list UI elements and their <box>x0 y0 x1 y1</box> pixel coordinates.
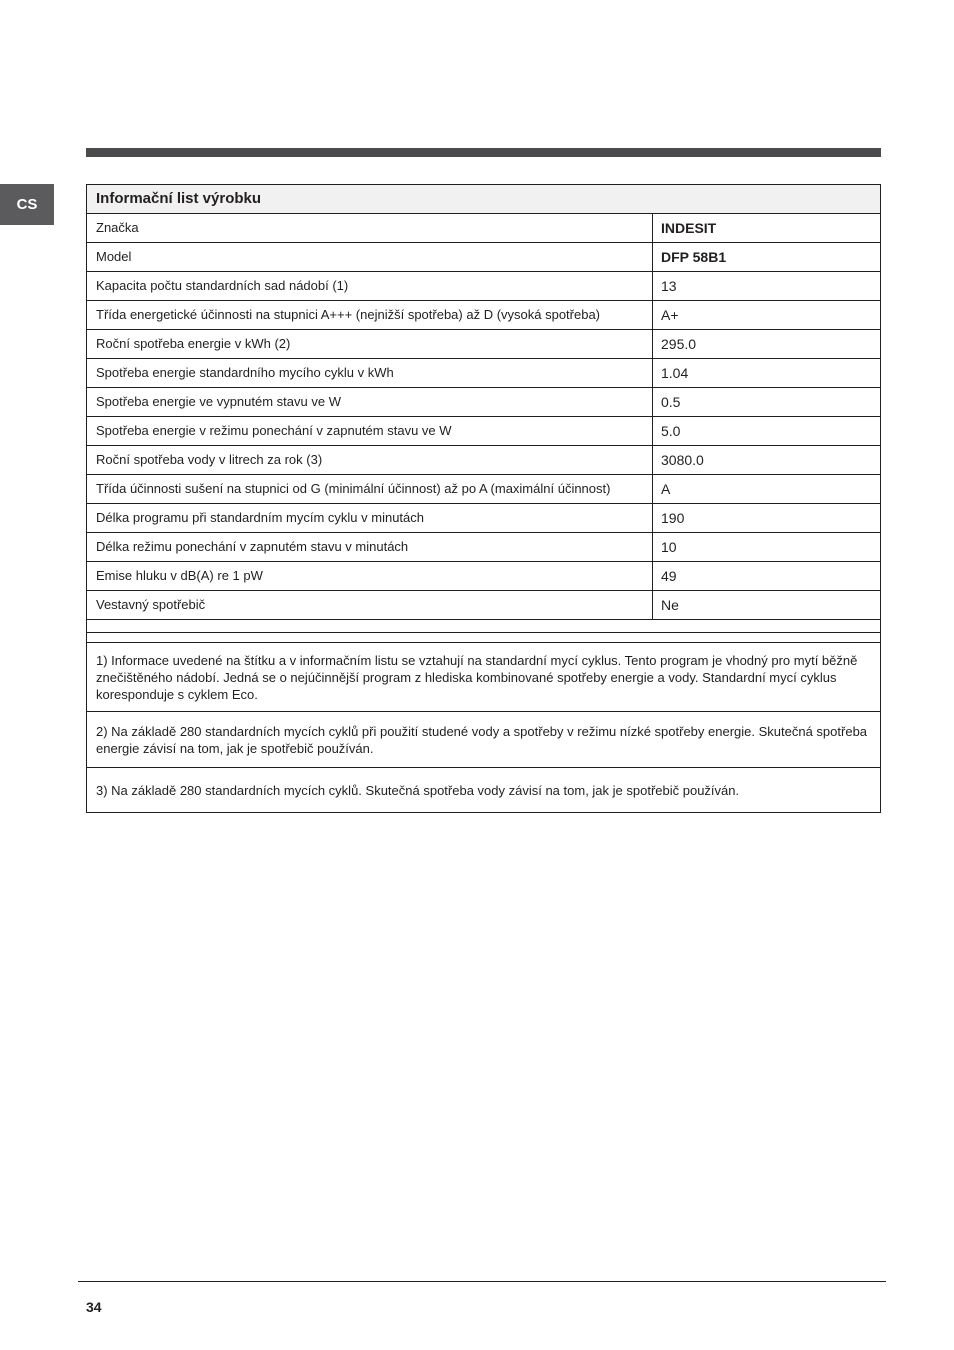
footnote-2 <box>86 712 881 768</box>
table-row <box>86 504 881 533</box>
row-label: Třída energetické účinnosti na stupnici A+++ (nejnižší spotřeba) až D (vysoká spotřeba) <box>87 301 653 329</box>
footnote-text: 3) Na základě 280 standardních mycích cyklů. Skutečná spotřeba vody závisí na tom, jak je spotřebič používán. <box>96 782 740 798</box>
table-row <box>86 301 881 330</box>
table-row <box>86 591 881 620</box>
row-label: Model <box>87 243 653 271</box>
row-value: 10 <box>661 539 677 555</box>
table-row-brand <box>86 214 881 243</box>
page-number: 34 <box>86 1299 102 1315</box>
footer-rule <box>78 1281 886 1282</box>
row-label: Spotřeba energie ve vypnutém stavu ve W <box>87 388 653 416</box>
row-label: Délka programu při standardním mycím cyklu v minutách <box>87 504 653 532</box>
row-value: A+ <box>661 307 679 323</box>
row-label: Roční spotřeba vody v litrech za rok (3) <box>87 446 653 474</box>
table-row <box>86 475 881 504</box>
table-row <box>86 562 881 591</box>
row-value: DFP 58B1 <box>661 249 727 265</box>
row-value: 190 <box>661 510 685 526</box>
row-label: Délka režimu ponechání v zapnutém stavu v minutách <box>87 533 653 561</box>
row-value: 3080.0 <box>661 452 704 468</box>
row-label: Emise hluku v dB(A) re 1 pW <box>87 562 653 590</box>
row-value: 13 <box>661 278 677 294</box>
empty-row <box>86 633 881 643</box>
row-value: 1.04 <box>661 365 689 381</box>
footnote-text: 2) Na základě 280 standardních mycích cyklů při použití studené vody a spotřeby v režimu nízké spotřeby energie. Skutečná spotřeba energie závisí na tom, jak je spotřebič používán. <box>96 723 868 756</box>
header-bar <box>86 148 881 157</box>
product-info-sheet <box>86 184 881 813</box>
row-label: Kapacita počtu standardních sad nádobí (1) <box>87 272 653 300</box>
table-row <box>86 388 881 417</box>
table-row <box>86 417 881 446</box>
row-label: Spotřeba energie standardního mycího cyklu v kWh <box>87 359 653 387</box>
empty-row <box>86 620 881 633</box>
footnote-3 <box>86 768 881 813</box>
row-value: 49 <box>661 568 677 584</box>
table-row-model <box>86 243 881 272</box>
row-value: A <box>661 481 671 497</box>
row-value: 295.0 <box>661 336 697 352</box>
row-value: 0.5 <box>661 394 681 410</box>
row-label: Roční spotřeba energie v kWh (2) <box>87 330 653 358</box>
row-value: INDESIT <box>661 220 717 236</box>
row-label: Spotřeba energie v režimu ponechání v zapnutém stavu ve W <box>87 417 653 445</box>
table-row <box>86 272 881 301</box>
row-value: Ne <box>661 597 679 613</box>
language-tab: CS <box>0 184 54 225</box>
footnote-1 <box>86 643 881 712</box>
row-label: Značka <box>87 214 653 242</box>
row-label: Třída účinnosti sušení na stupnici od G (minimální účinnost) až po A (maximální účinnost) <box>87 475 653 503</box>
table-row <box>86 446 881 475</box>
table-row <box>86 330 881 359</box>
row-value: 5.0 <box>661 423 681 439</box>
sheet-title: Informační list výrobku <box>86 184 881 214</box>
table-row <box>86 533 881 562</box>
footnote-text: 1) Informace uvedené na štítku a v informačním listu se vztahují na standardní mycí cyklus. Tento program je vhodný pro mytí běžně znečištěného nádobí. Jedná se o nejúčinnější program z hlediska kombinované spotřeby energie a vody. Standardní mycí cyklus koresponduje s cyklem Eco. <box>96 652 858 702</box>
row-label: Vestavný spotřebič <box>87 591 653 619</box>
table-row <box>86 359 881 388</box>
